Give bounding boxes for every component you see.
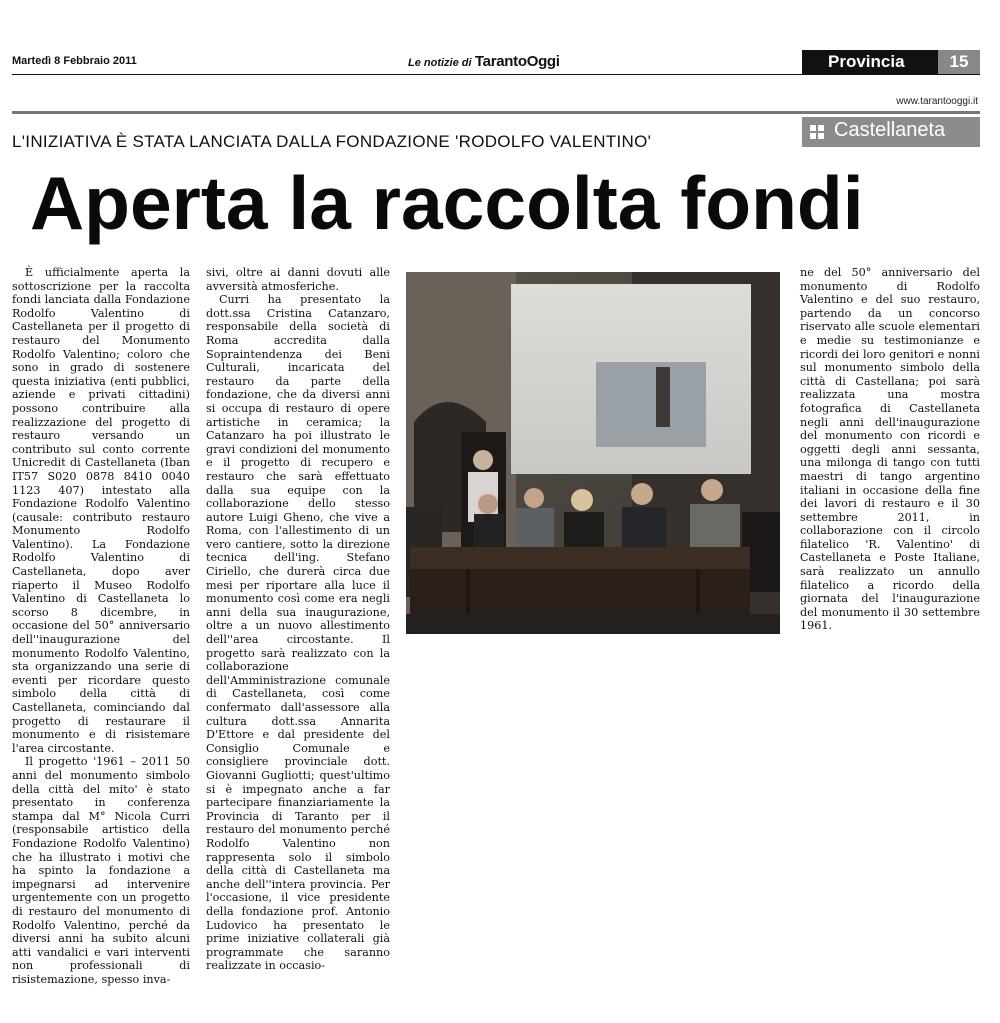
section-name: Provincia	[828, 52, 905, 71]
article-kicker: L'INIZIATIVA È STATA LANCIATA DALLA FONDAZIONE 'RODOLFO VALENTINO'	[12, 132, 652, 151]
issue-date: Martedì 8 Febbraio 2011	[12, 55, 137, 67]
header-divider	[12, 111, 980, 114]
article-headline: Aperta la raccolta fondi	[30, 161, 864, 245]
section-banner	[802, 50, 980, 74]
article-column-1	[12, 266, 190, 986]
article-column-3	[800, 266, 980, 633]
press-conference-photo	[406, 272, 780, 634]
paragraph: sivi, oltre ai danni dovuti alle avversità atmosferiche.	[206, 266, 390, 293]
paragraph: Il progetto '1961 – 2011 50 anni del monumento simbolo della città del mito' è stato presentato in conferenza stampa dal M° Nicola Curri (responsabile artistico della Fondazione Rodolfo Valentino) che ha illustrato i motivi che ha spinto la fondazione a impegnarsi ad intervenire urgentemente con un progetto di restauro del monumento di Rodolfo Valentino, perché da diversi anni ha subito alcuni atti vandalici e vari interventi non professionali di risistemazione, spesso inva-	[12, 755, 190, 986]
site-url: www.tarantooggi.it	[896, 96, 978, 107]
masthead-brand: TarantoOggi	[474, 53, 560, 70]
masthead-prefix: Le notizie di	[408, 57, 472, 69]
town-tag	[802, 117, 980, 147]
town-label: Castellaneta	[834, 119, 946, 141]
header-rule	[12, 74, 980, 75]
paragraph: È ufficialmente aperta la sottoscrizione per la raccolta fondi lanciata dalla Fondazione Rodolfo Valentino di Castellaneta per il progetto di restauro del Monumento Rodolfo Valentino; coloro che sono in grado di sostenere questa iniziativa (enti pubblici, aziende e privati cittadini) possono contribuire alla realizzazione del progetto di restauro versando un contributo sul conto corrente Unicredit di Castellaneta (Iban IT57 S020 0878 8410 0040 1123 407) intestato alla Fondazione Rodolfo Valentino (causale: contributo restauro Monumento Rodolfo Valentino). La Fondazione Rodolfo Valentino di Castellaneta, dopo aver riaperto il Museo Rodolfo Valentino di Castellaneta lo scorso 8 dicembre, in occasione del 50° anniversario dell''inaugurazione del monumento Rodolfo Valentino, sta organizzando una serie di eventi per ricordare questo simbolo della città di Castellaneta, cominciando dal progetto di restaurare il monumento e di risistemare l'area circostante.	[12, 266, 190, 755]
paragraph: Curri ha presentato la dott.ssa Cristina Catanzaro, responsabile della società di Roma accredita dalla Sopraintendenza dei Beni Culturali, incaricata del restauro da parte della fondazione, che da diversi anni si occupa di restauro di opere artistiche in ceramica; la Catanzaro ha poi illustrato le gravi condizioni del monumento e il progetto di recupero e restauro che sarà effettuato dalla sua equipe con la collaborazione dello stesso autore Luigi Gheno, che vive a Roma, con l'allestimento di un vero cantiere, sotto la direzione tecnica dell'ing. Stefano Ciriello, che durerà circa due mesi per riportare alla luce il monumento così come era negli anni della sua inaugurazione, oltre a un nuovo allestimento dell''area circostante. Il progetto sarà realizzato con la collaborazione dell'Amministrazione comunale di Castellaneta, così come confermato dall'assessore alla cultura dott.ssa Annarita D'Ettore e dal presidente del Consiglio Comunale e consigliere provinciale dott. Giovanni Gugliotti; quest'ultimo si è impegnato anche a far partecipare finanziariamente la Provincia di Taranto per il restauro del monumento perché Rodolfo Valentino non rappresenta solo il simbolo della città di Castellaneta ma anche dell''intera provincia. Per l'occasione, il vice presidente della fondazione prof. Antonio Ludovico ha presentato le prime iniziative collaterali già programmate che saranno realizzate in occasio-	[206, 293, 390, 973]
page-number: 15	[938, 50, 980, 74]
masthead	[408, 53, 560, 70]
paragraph: ne del 50° anniversario del monumento di Rodolfo Valentino e del suo restauro, partendo da un concorso riservato alle scuole elementari e medie su testimonianze e ricordi dei loro genitori e nonni sul monumento simbolo della città di Castellana; poi sarà realizzata una mostra fotografica di Castellaneta negli anni dell'inaugurazione del monumento con ricordi e oggetti degli anni sessanta, una milonga di tango con tutti maestri di tango argentino italiani in occasione della fine dei lavori di restauro e il 30 settembre 2011, in collaborazione con il circolo filatelico 'R. Valentino' di Castellaneta e Poste Italiane, sarà realizzato un annullo filatelico a ricordo della giornata del l'inaugurazione del monumento il 30 settembre 1961.	[800, 266, 980, 633]
article-column-2	[206, 266, 390, 973]
grid-icon	[810, 125, 825, 140]
